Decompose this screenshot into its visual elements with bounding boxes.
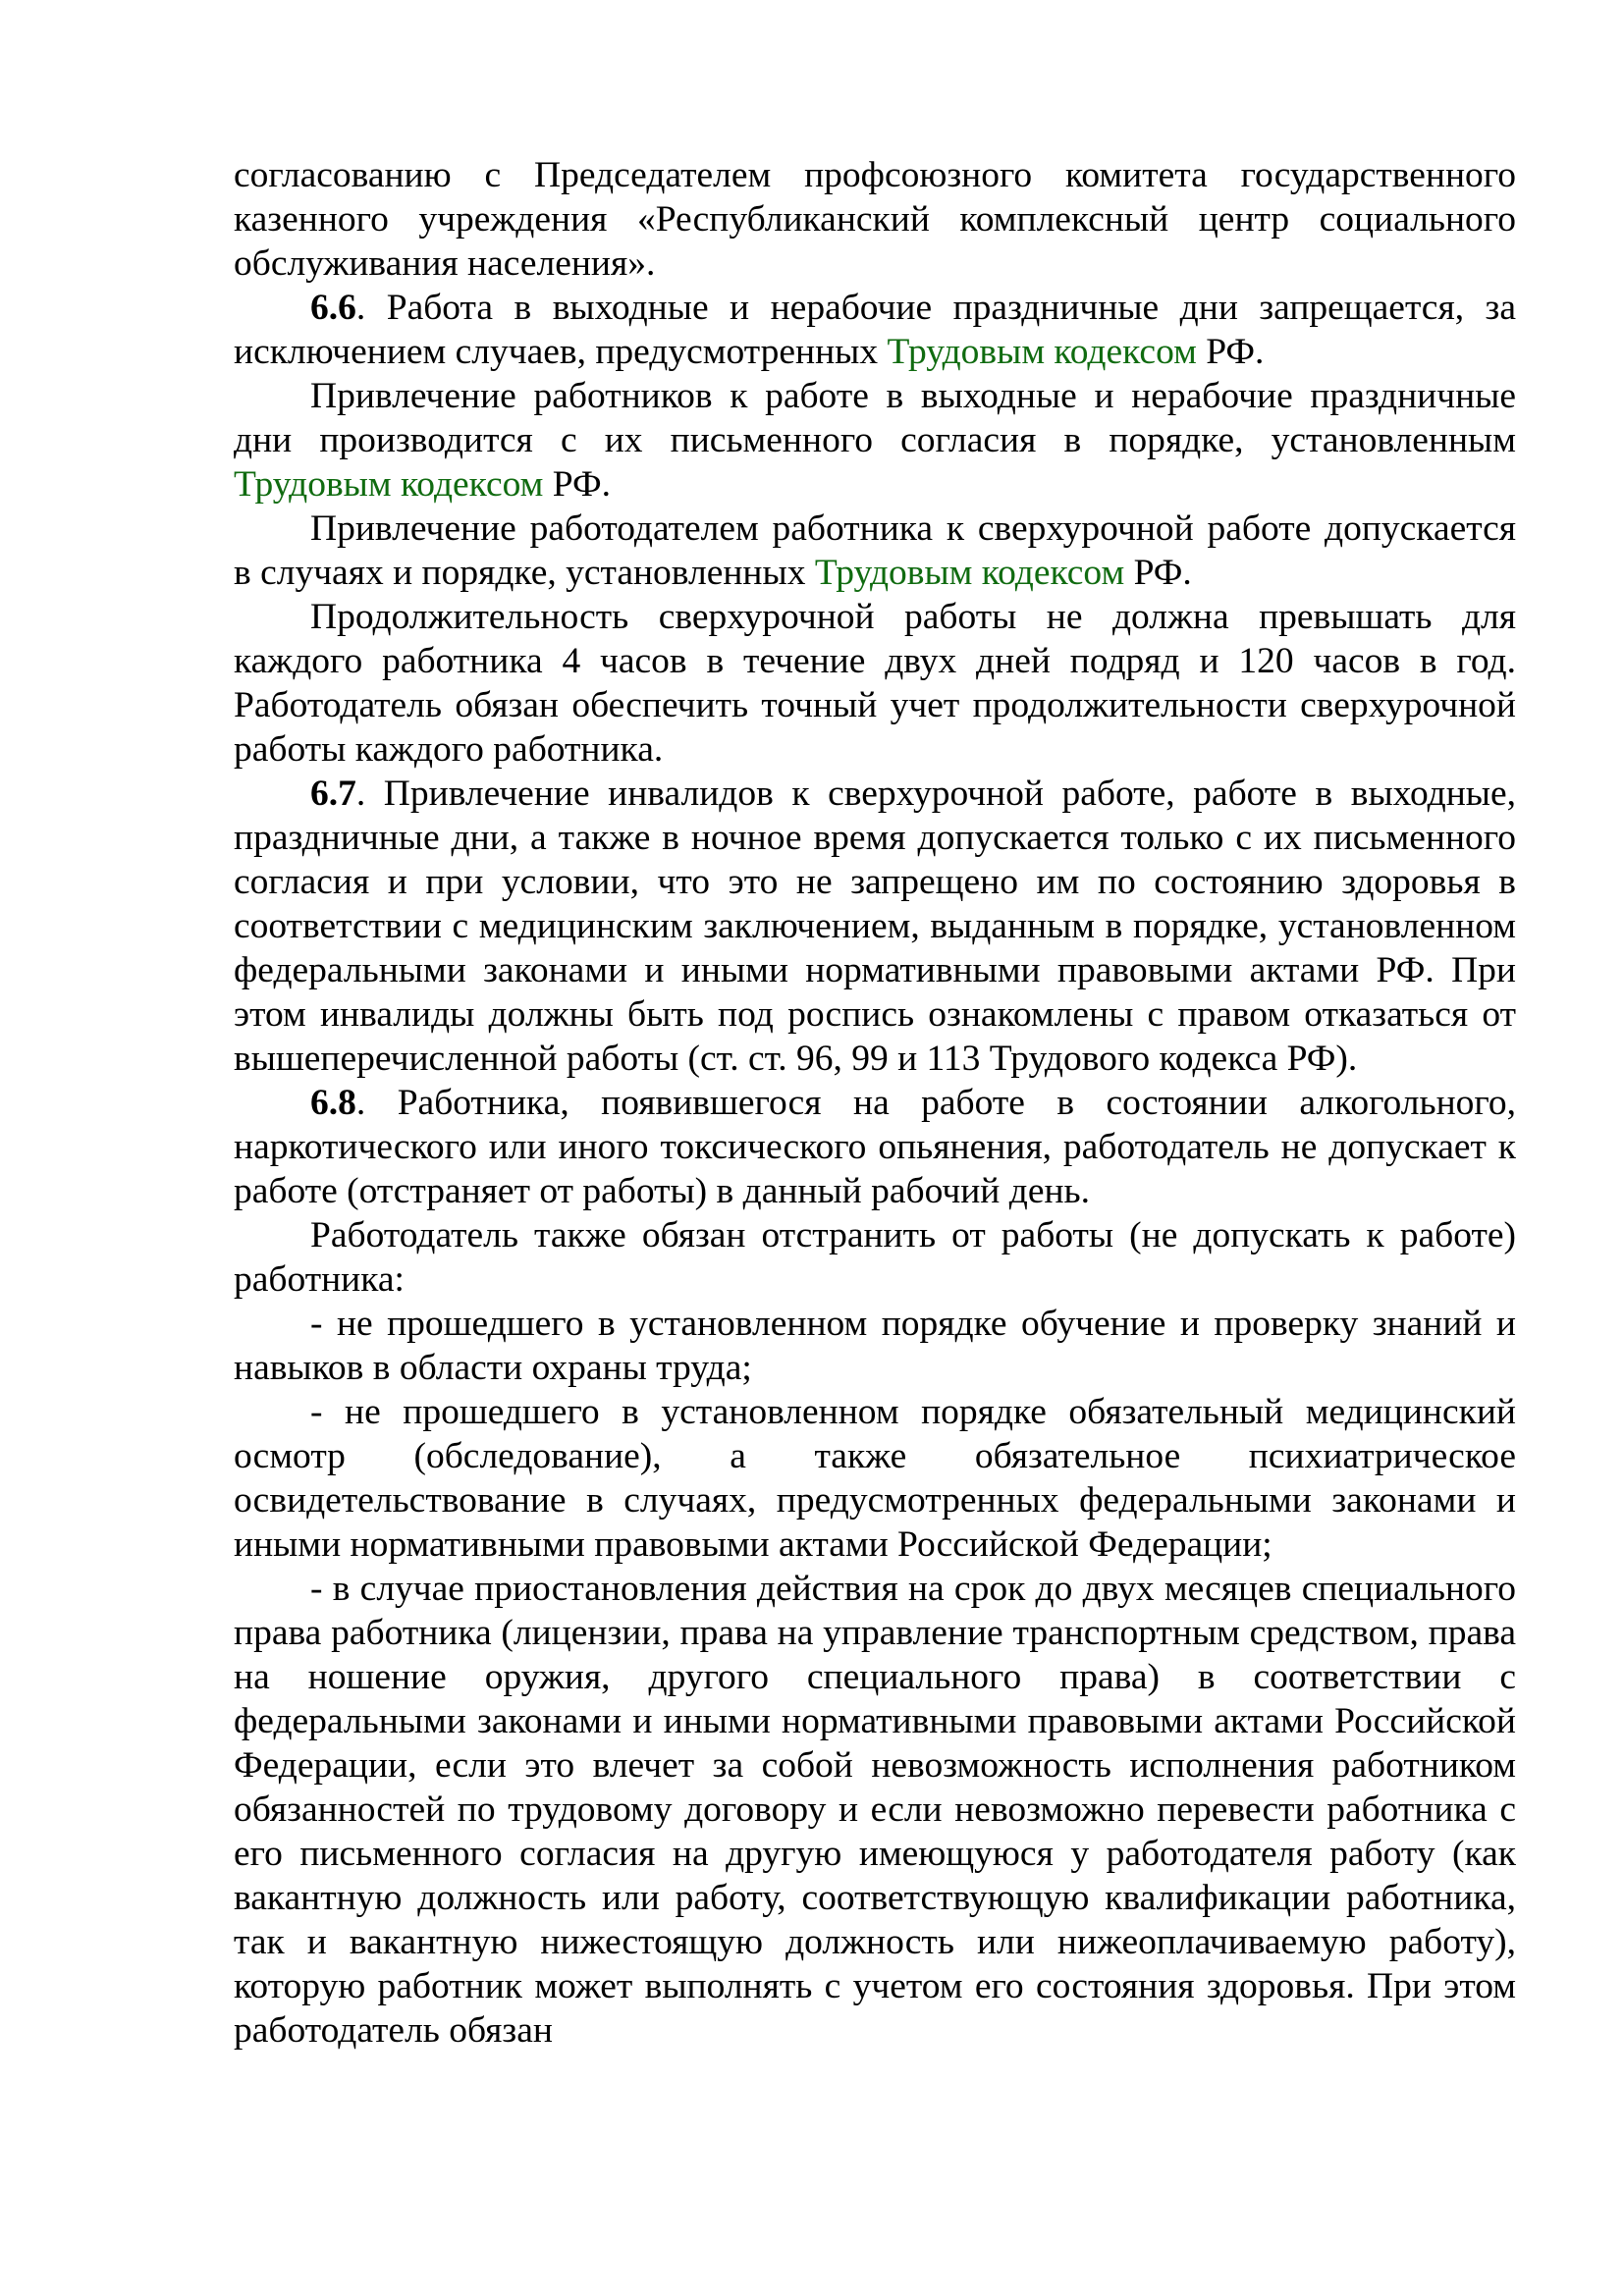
paragraph-text: - не прошедшего в установленном порядке обязательный медицинский осмотр (обследование), а также обязательное психиатрическое освидетельствование в случаях, предусмотренных федеральными законами и иными нормативными правовыми актами Российской Федерации; bbox=[234, 1392, 1516, 1565]
paragraph-continuation bbox=[234, 153, 1516, 286]
paragraph-overtime bbox=[234, 507, 1516, 595]
paragraph-text: Продолжительность сверхурочной работы не должна превышать для каждого работника 4 часов в течение двух дней подряд и 120 часов в год. Работодатель обязан обеспечить точный учет продолжительности сверхурочной работы каждого работника. bbox=[234, 597, 1516, 770]
paragraph-text: РФ. bbox=[1196, 332, 1265, 372]
paragraph-text: . Работника, появившегося на работе в состоянии алкогольного, наркотического или иного токсического опьянения, работодатель не допускает к работе (отстраняет от работы) в данный рабочий день. bbox=[234, 1083, 1516, 1211]
list-item-training bbox=[234, 1302, 1516, 1390]
labor-code-link[interactable]: Трудовым кодексом bbox=[814, 553, 1125, 593]
list-item-license bbox=[234, 1567, 1516, 2053]
section-number: 6.6 bbox=[310, 288, 356, 328]
paragraph-overtime-duration bbox=[234, 595, 1516, 772]
paragraph-text: . Привлечение инвалидов к сверхурочной работе, работе в выходные, праздничные дни, а также в ночное время допускается только с их письменного согласия и при условии, что это не запрещено им по состоянию здоровья в соответствии с медицинским заключением, выданным в порядке, установленном федеральными законами и иными нормативными правовыми актами РФ. При этом инвалиды должны быть под роспись ознакомлены с правом отказаться от вышеперечисленной работы (ст. ст. 96, 99 и 113 Трудового кодекса РФ). bbox=[234, 774, 1516, 1079]
paragraph-6-8 bbox=[234, 1081, 1516, 1213]
paragraph-text: Работодатель также обязан отстранить от работы (не допускать к работе) работника: bbox=[234, 1215, 1516, 1300]
paragraph-text: согласованию с Председателем профсоюзного комитета государственного казенного учреждения «Республиканский комплексный центр социального обслуживания населения». bbox=[234, 155, 1516, 284]
paragraph-text: - в случае приостановления действия на срок до двух месяцев специального права работника (лицензии, права на управление транспортным средством, права на ношение оружия, другого специального права) в соответствии с федеральными законами и иными нормативными правовыми актами Российской Федерации, если это влечет за собой невозможность исполнения работником обязанностей по трудовому договору и если невозможно перевести работника с его письменного согласия на другую имеющуюся у работодателя работу (как вакантную должность или работу, соответствующую квалификации работника, так и вакантную нижестоящую должность или нижеоплачиваемую работу), которую работник может выполнять с учетом его состояния здоровья. При этом работодатель обязан bbox=[234, 1569, 1516, 2051]
section-number: 6.7 bbox=[310, 774, 356, 814]
labor-code-link[interactable]: Трудовым кодексом bbox=[887, 332, 1197, 372]
list-item-medical bbox=[234, 1390, 1516, 1567]
paragraph-text: РФ. bbox=[543, 464, 611, 505]
paragraph-6-7 bbox=[234, 772, 1516, 1081]
paragraph-text: РФ. bbox=[1124, 553, 1192, 593]
paragraph-weekend-work bbox=[234, 374, 1516, 507]
paragraph-text: - не прошедшего в установленном порядке обучение и проверку знаний и навыков в области охраны труда; bbox=[234, 1304, 1516, 1388]
document-body bbox=[234, 153, 1516, 2053]
labor-code-link[interactable]: Трудовым кодексом bbox=[234, 464, 544, 505]
paragraph-text: . Работа в выходные и нерабочие праздничные дни запрещается, за исключением случаев, предусмотренных bbox=[234, 288, 1516, 372]
paragraph-6-6 bbox=[234, 286, 1516, 374]
paragraph-text: Привлечение работников к работе в выходные и нерабочие праздничные дни производится с их письменного согласия в порядке, установленным bbox=[234, 376, 1516, 460]
paragraph-suspension-intro bbox=[234, 1213, 1516, 1302]
paragraph-text: Привлечение работодателем работника к сверхурочной работе допускается в случаях и порядке, установленных bbox=[234, 508, 1516, 593]
section-number: 6.8 bbox=[310, 1083, 356, 1123]
